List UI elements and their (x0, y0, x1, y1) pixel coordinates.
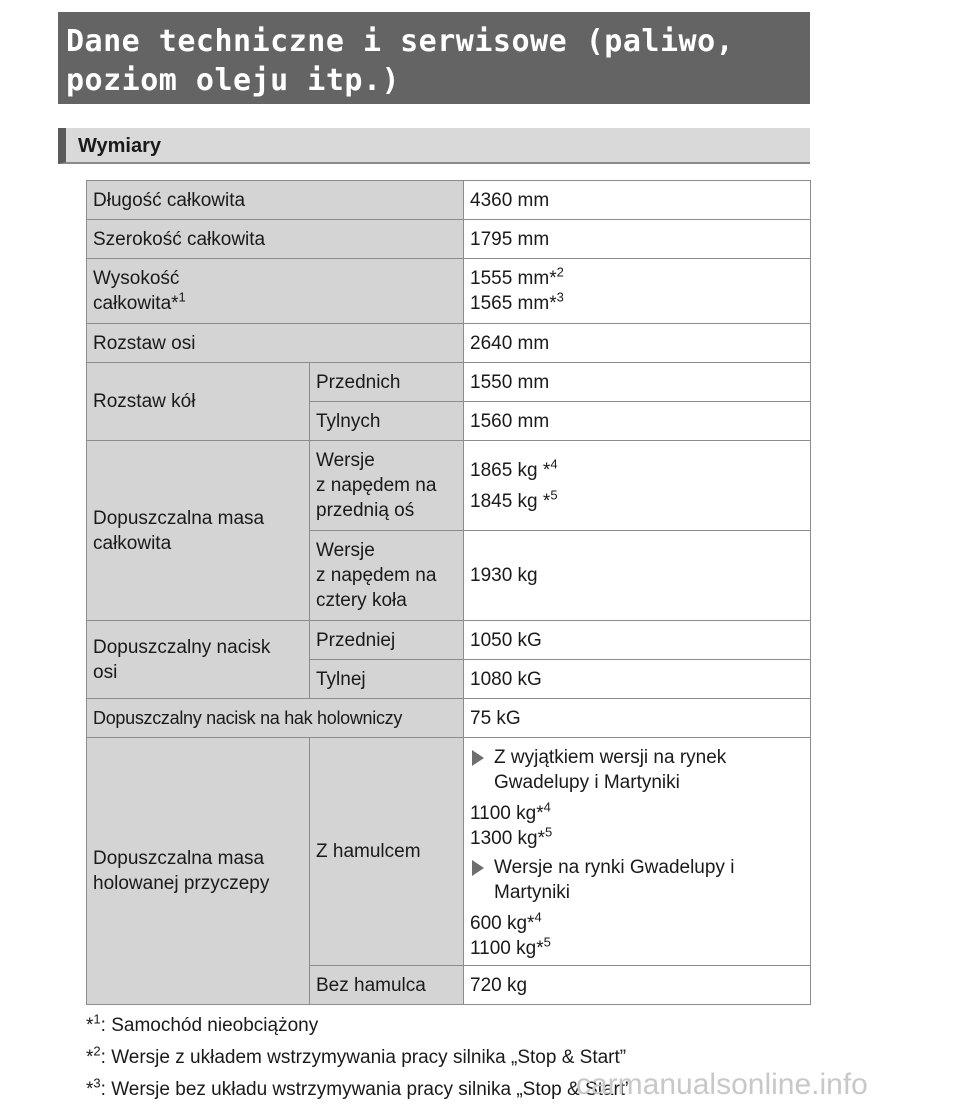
condition-item: Z wyjątkiem wersji na rynek Gwadelupy i Martyniki (470, 745, 804, 795)
cell-value: 1050 kG (464, 621, 811, 660)
cell-label: Długość całkowita (87, 181, 464, 220)
cell-sublabel: Tylnych (310, 402, 464, 441)
cell-value: 4360 mm (464, 181, 811, 220)
table-row (87, 363, 811, 402)
cell-label: Dopuszczalny nacisk osi (87, 621, 310, 699)
cell-label: Dopuszczalna masa całkowita (87, 441, 310, 621)
value-line: 1555 mm*$^2$ (470, 264, 564, 289)
cell-sublabel: Wersje z napędem na cztery koła (310, 531, 464, 621)
cell-value: 1795 mm (464, 220, 811, 259)
table-row (87, 324, 811, 363)
label-line: całkowita*$^1$ (93, 289, 186, 314)
cell-value: 1930 kg (464, 531, 811, 621)
condition-item: Wersje na rynki Gwadelupy i Martyniki (470, 855, 804, 905)
cell-sublabel: Tylnej (310, 660, 464, 699)
watermark: carmanualsonline.info (576, 1068, 868, 1101)
table-row (87, 699, 811, 738)
table-row (87, 738, 811, 966)
section-header (58, 128, 810, 164)
value-line: 1565 mm*$^3$ (470, 289, 564, 314)
table-row (87, 621, 811, 660)
cell-value: 1865 kg *$^4$ 1845 kg *$^5$ (464, 441, 811, 531)
cell-value: 1080 kG (464, 660, 811, 699)
cell-sublabel: Z hamulcem (310, 738, 464, 966)
cell-label: Dopuszczalna masa holowanej przyczepy (87, 738, 310, 1005)
cell-sublabel: Przedniej (310, 621, 464, 660)
cell-value: 1550 mm (464, 363, 811, 402)
cell-label: Rozstaw osi (87, 324, 464, 363)
cell-value: 75 kG (464, 699, 811, 738)
dimensions-table (86, 180, 811, 1005)
table-row (87, 181, 811, 220)
table-row (87, 259, 811, 324)
cell-label: Dopuszczalny nacisk na hak holowniczy (87, 699, 464, 738)
cell-value: 720 kg (464, 966, 811, 1005)
chapter-title-bar (58, 12, 810, 104)
page-title: Dane techniczne i serwisowe (paliwo, poziom oleju itp.) (66, 24, 735, 98)
table-row (87, 220, 811, 259)
cell-sublabel: Bez hamulca (310, 966, 464, 1005)
label-line: Wysokość (93, 268, 180, 289)
triangle-bullet-icon (472, 860, 484, 876)
footnote: *$^3$: Wersje bez układu wstrzymywania pracy silnika „Stop & Start” (86, 1075, 632, 1100)
triangle-bullet-icon (472, 750, 484, 766)
cell-label (87, 259, 464, 324)
table-row (87, 441, 811, 531)
cell-value: Z wyjątkiem wersji na rynek Gwadelupy i Martyniki 1100 kg*$^4$ 1300 kg*$^5$ Wersje na rynki Gwadelupy i Martyniki 600 kg*$^4$ 1100 kg*$^5$ (464, 738, 811, 966)
cell-sublabel: Przednich (310, 363, 464, 402)
cell-sublabel: Wersje z napędem na przednią oś (310, 441, 464, 531)
cell-value: 1560 mm (464, 402, 811, 441)
footnote: *$^1$: Samochód nieobciążony (86, 1011, 319, 1036)
cell-value: 2640 mm (464, 324, 811, 363)
cell-label: Szerokość całkowita (87, 220, 464, 259)
footnote: *$^2$: Wersje z układem wstrzymywania pracy silnika „Stop & Start” (86, 1043, 627, 1068)
section-title: Wymiary (78, 135, 162, 157)
cell-value (464, 259, 811, 324)
cell-label: Rozstaw kół (87, 363, 310, 441)
